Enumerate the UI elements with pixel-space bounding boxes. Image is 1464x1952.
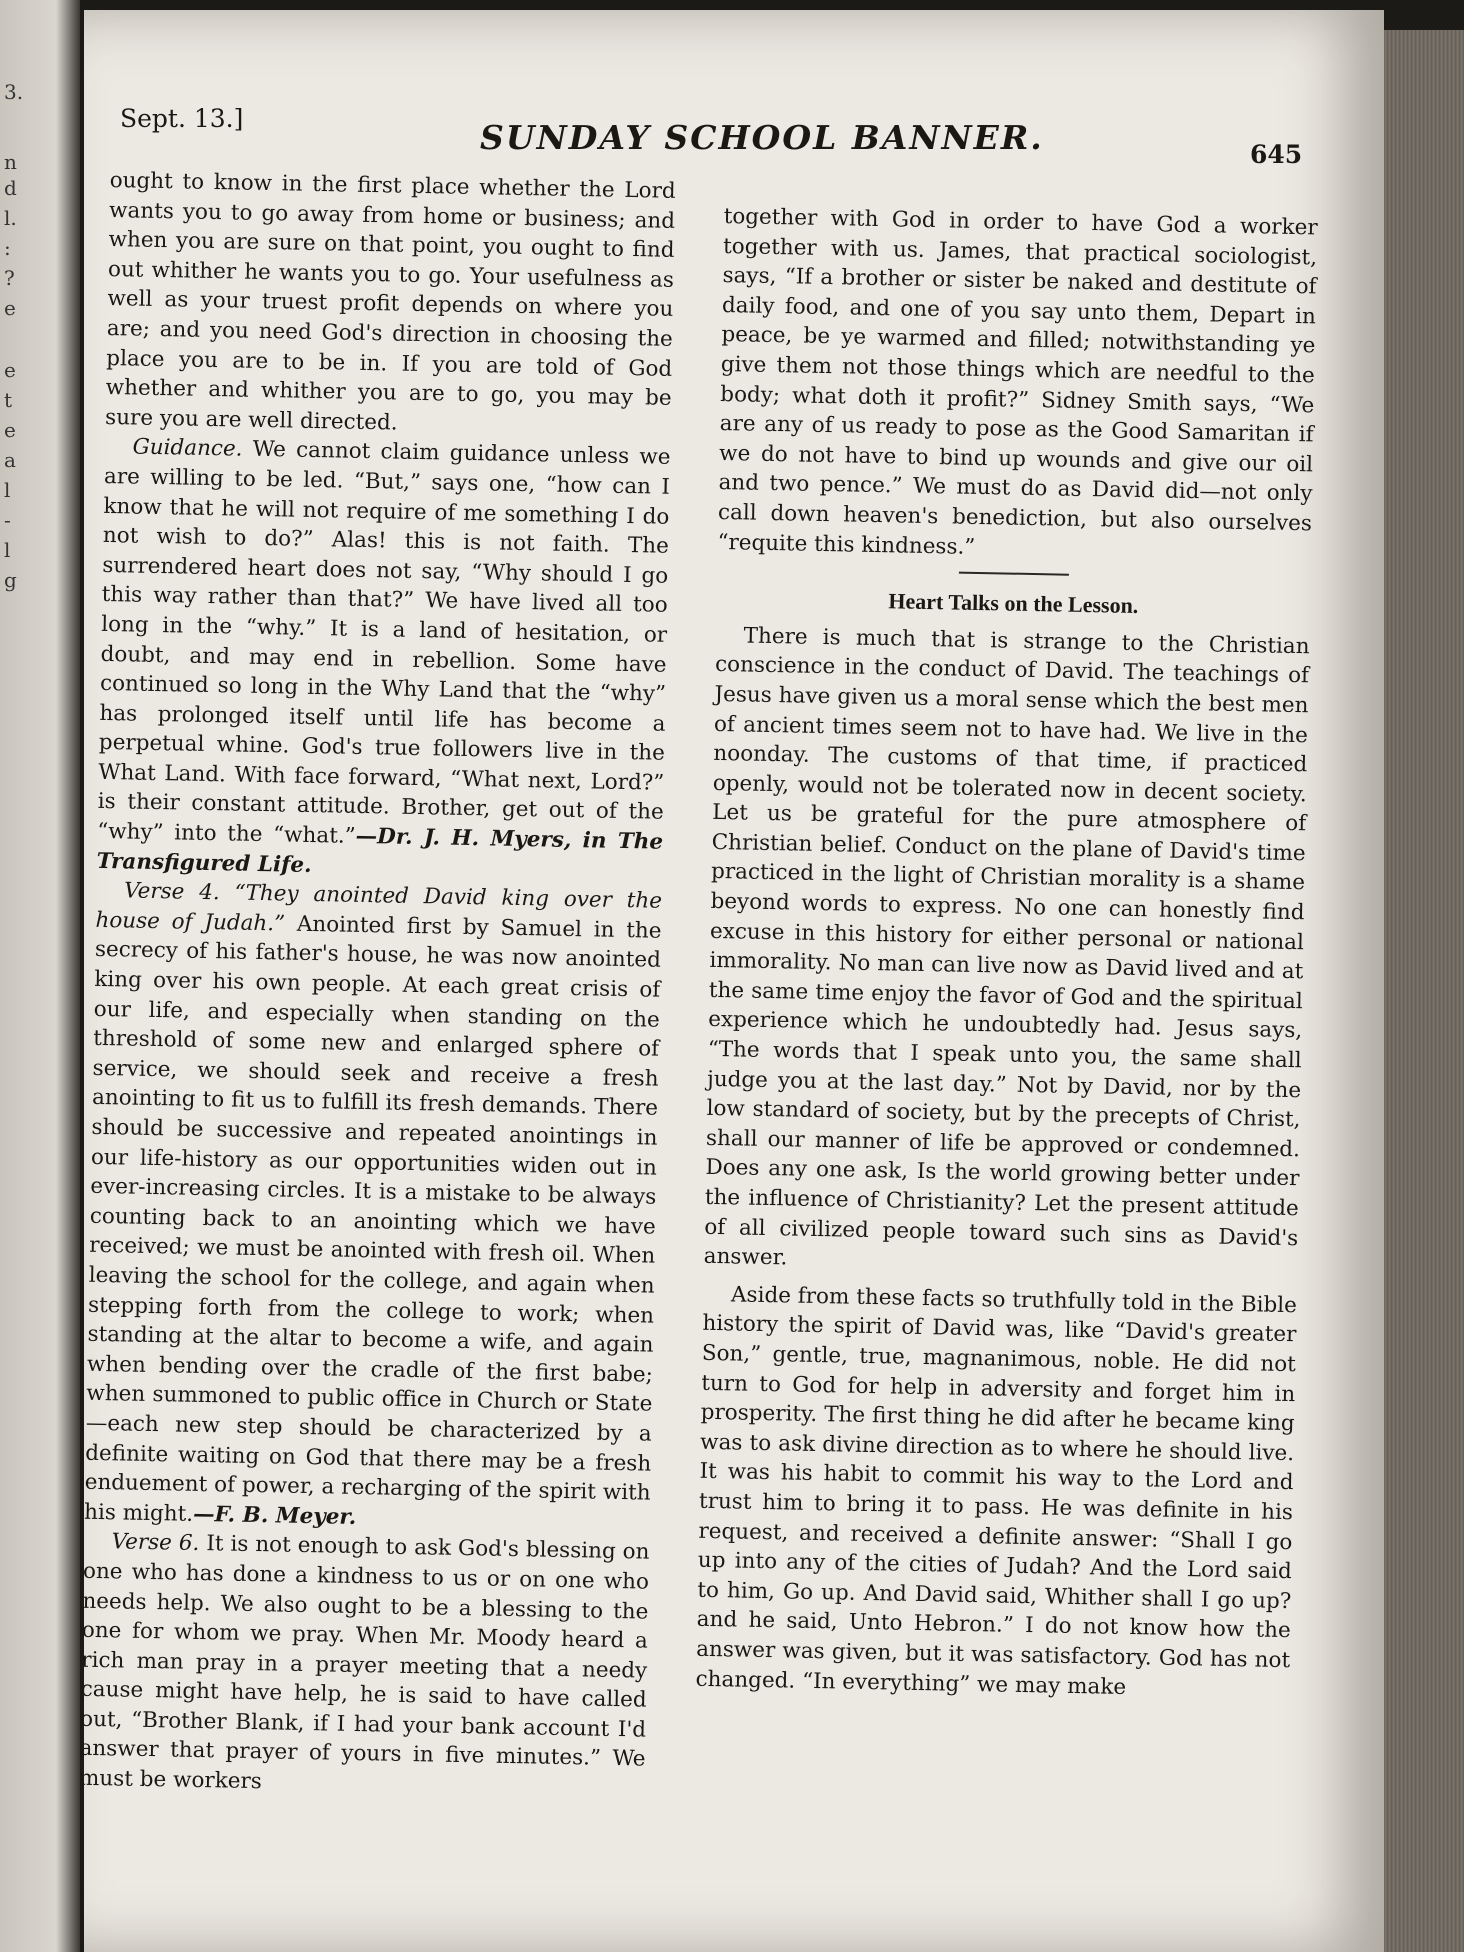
paragraph-text: We cannot claim guidance unless we are willing to be led. “But,” says one, “how can I know that he will not require of me something I do not wish to do?” Alas! this is not faith. The surrendered heart does not say, “Why should I go this way rather than that?” We have lived all too long in the “why.” It is a land of hesitation, or doubt, and may end in rebellion. Some have continued so long in the Why Land that the “why” has prolonged itself until life has become a perpetual whine. God's true followers live in the What Land. With face forward, “What next, Lord?” is their constant attitude. Brother, get out of the “why” into the “what.” [96, 436, 671, 849]
margin-fragment: e [4, 358, 16, 382]
paragraph-text: Anointed first by Samuel in the secrecy of his father's house, he was now anointed king over his own people. At each great crisis of our life, and especially when standing on the threshold of some new and enlarged sphere of service, we should seek and receive a fresh anointing to fit us to fulfill its fresh demands. There should be successive and repeated anointings in our life-history as our opportunities widen out in ever-increasing circles. It is a mistake to be always counting back to an anointing which we have received; we must be anointed with fresh oil. When leaving the school for the college, and again when stepping forth from the college to work; when standing at the altar to become a wife, and again when bending over the cradle of the first babe; when summoned to public office in Church or State—each new step should be characterized by a definite waiting on God that there may be a fresh enduement of power, a recharging of the spirit with his might. [83, 911, 662, 1527]
margin-fragment: d [4, 176, 17, 200]
margin-fragment: a [4, 448, 16, 472]
margin-fragment: - [4, 508, 11, 532]
margin-fragment: e [4, 418, 16, 442]
running-header [120, 98, 1320, 168]
margin-fragment: n [4, 150, 17, 174]
paragraph-lead: Guidance. [132, 434, 243, 462]
paragraph-lead: Verse 6. [111, 1529, 200, 1557]
margin-fragment: : [4, 236, 11, 260]
page-number: 645 [1250, 140, 1303, 169]
paragraph: There is much that is strange to the Christian conscience in the conduct of David. The teachings of Jesus have given us a moral sense which the best men of ancient times seem not to have had. We live in the noonday. The customs of that time, if practiced openly, would not be tolerated now in decent society. Let us be grateful for the pure atmosphere of Christian belief. Conduct on the plane of David's time practiced in the light of Christian morality is a shame beyond words to express. No one can honestly find excuse in this history for either personal or national immorality. No man can live now as David lived and at the same time enjoy the favor of God and the spiritual experience which he undoubtedly had. Jesus says, “The words that I speak unto you, the same shall judge you at the last day.” Not by David, nor by the low standard of society, but by the precepts of Christ, shall our manner of life be approved or condemned. Does any one ask, Is the world growing better under the influence of Christianity? Let the present attitude of all civilized people toward such sins as David's answer. [703, 623, 1310, 1271]
adjacent-page-margin [0, 0, 80, 1952]
book-page [78, 10, 1384, 1952]
margin-fragment: ? [4, 266, 15, 290]
margin-fragment: t [4, 388, 13, 412]
paragraph-text: It is not enough to ask God's blessing on one who has done a kindness to us or on one who needs help. We also ought to be a blessing to the one for whom we pray. When Mr. Moody heard a rich man pray in a prayer meeting that a needy cause might have help, he is said to have called out, “Brother Blank, if I had your bank account I'd answer that prayer of yours in five minutes.” We must be workers [78, 1531, 650, 1795]
margin-fragment: 3. [4, 80, 24, 104]
paragraph-verse-6 [79, 1527, 650, 1804]
paragraph: ought to know in the first place whether the Lord wants you to go away from home or business; and when you are sure on that point, you ought to find out whither he wants you to go. Your usefulness as well as your truest profit depends on where you are; and you need God's direction in choosing the place you are to be in. If you are told of God whether and whither you are to go, you may be sure you are well directed. [104, 167, 676, 436]
margin-fragment: g [4, 568, 17, 592]
section-heading: Heart Talks on the Lesson. [888, 588, 1139, 619]
paragraph-guidance [96, 432, 670, 887]
margin-fragment: l [4, 538, 11, 562]
paragraph-lead: Verse 4. “They anointed David king over the house of Judah.” [95, 878, 663, 937]
margin-fragment: e [4, 296, 16, 320]
paragraph-verse-4 [84, 876, 662, 1538]
paragraph: together with God in order to have God a worker together with us. James, that practical sociologist, says, “If a brother or sister be naked and destitute of daily food, and one of you say unto them, Depart in peace, be ye warmed and filled; notwithstanding ye give them not those things which are needful to the body; what doth it profit?” Sidney Smith says, “We are any of us ready to pose as the Good Samaritan if we do not have to bind up wounds and give our oil and two pence.” We must do as David did—not only call down heaven's benediction, but also ourselves “requite this kindness.” [717, 203, 1318, 560]
header-date: Sept. 13.] [120, 104, 244, 133]
paragraph: Aside from these facts so truthfully told in the Bible history the spirit of David was, like “David's greater Son,” gentle, true, magnanimous, noble. He did not turn to God for help in adversity and forget him in prosperity. The first thing he did after he became king was to ask divine direction as to where he should live. It was his habit to commit his way to the Lord and trust him to bring it to pass. He was definite in his request, and received a definite answer: “Shall I go up into any of the cities of Judah? And the Lord said to him, Go up. And David said, Whither shall I go up? and he said, Unto Hebron.” I do not know how the answer was given, but it was satisfactory. God has not changed. “In everything” we may make [695, 1282, 1298, 1700]
margin-fragment: l [4, 478, 11, 502]
left-column [79, 166, 676, 1804]
section-divider [959, 572, 1069, 576]
margin-fragment: l. [4, 206, 17, 230]
book-page-edges [1384, 30, 1464, 1952]
attribution: —F. B. Meyer. [192, 1501, 357, 1530]
header-title: SUNDAY SCHOOL BANNER. [480, 118, 1044, 157]
right-column [695, 202, 1318, 1705]
attribution: —Dr. J. H. Myers, in The Transfigured Life. [96, 823, 664, 878]
